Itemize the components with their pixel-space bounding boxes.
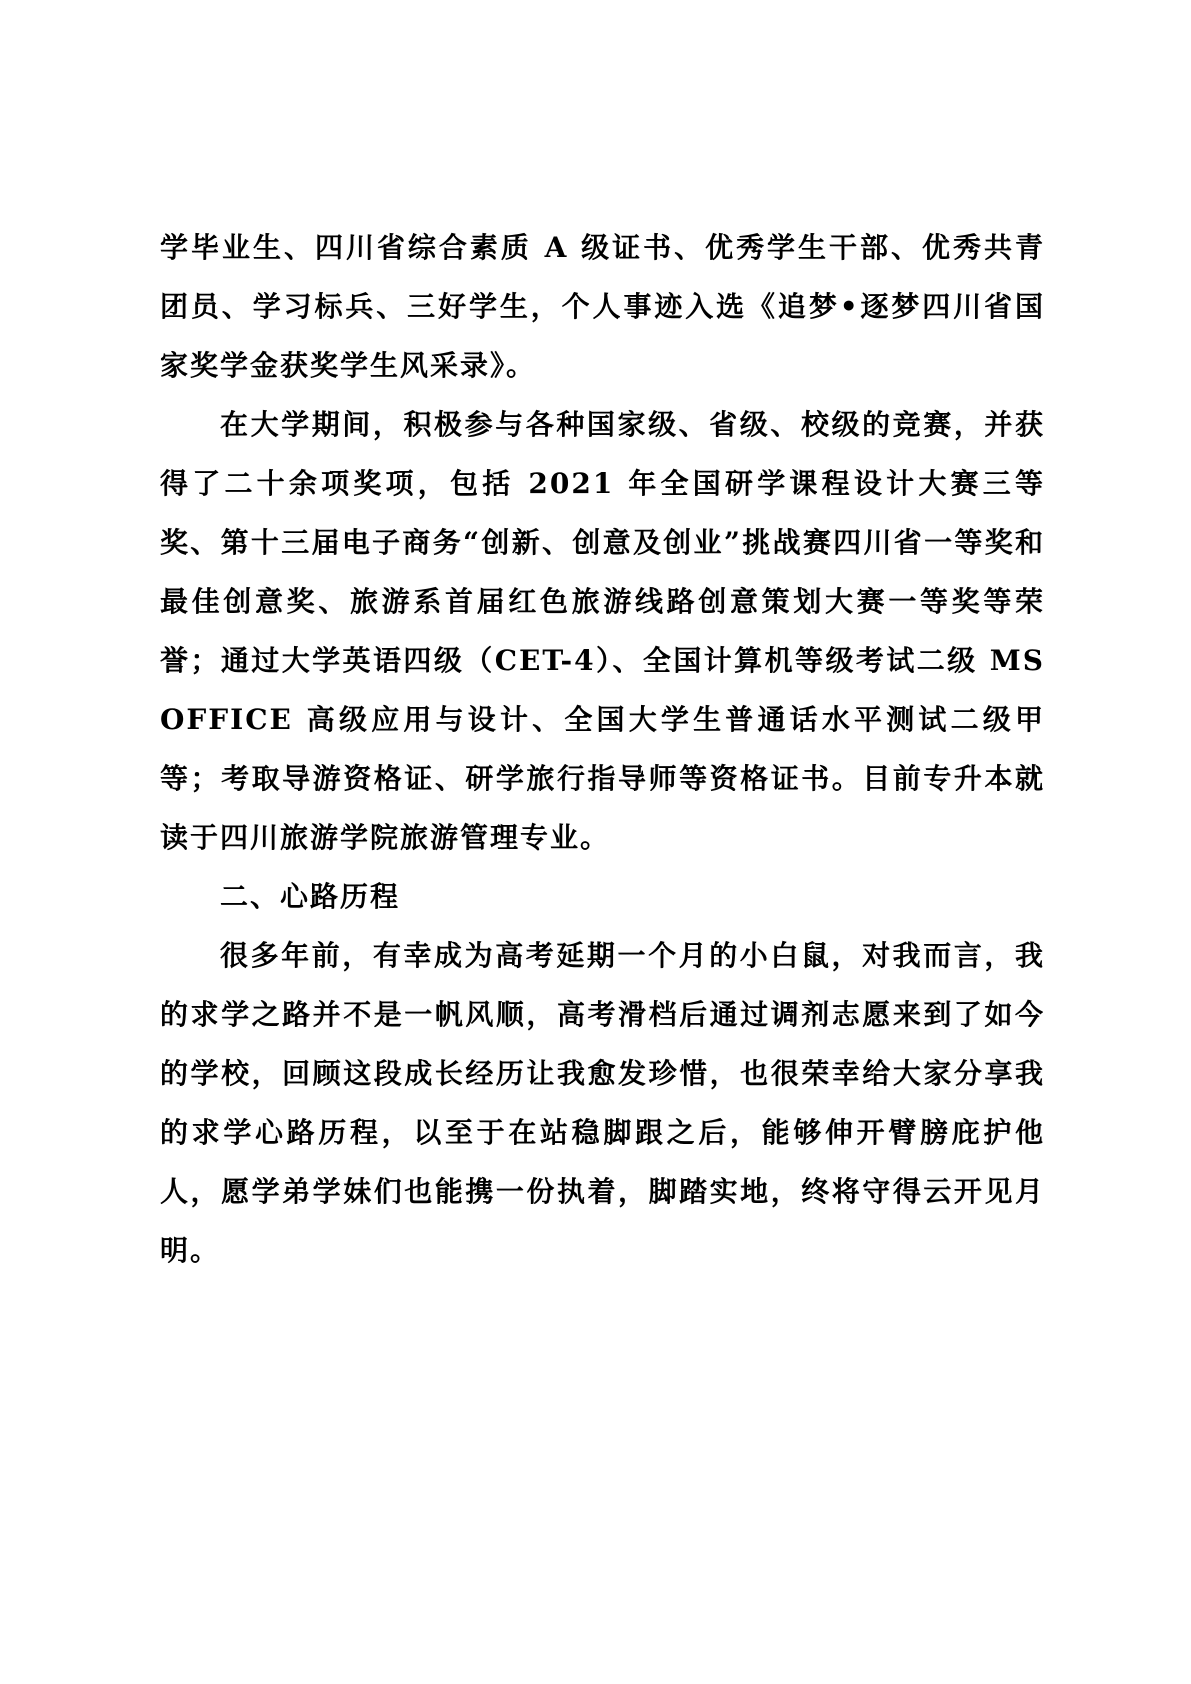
paragraph-honors-continued: 学毕业生、四川省综合素质 A 级证书、优秀学生干部、优秀共青团员、学习标兵、三好学生，个人事迹入选《追梦•逐梦四川省国家奖学金获奖学生风采录》。: [160, 231, 1045, 382]
section-heading: 二、心路历程: [220, 880, 401, 913]
paragraph-competitions: 在大学期间，积极参与各种国家级、省级、校级的竞赛，并获得了二十余项奖项，包括 2021 年全国研学课程设计大赛三等奖、第十三届电子商务“创新、创意及创业”挑战赛四川省一等奖和最佳创意奖、旅游系首届红色旅游线路创意策划大赛一等奖等荣誉；通过大学英语四级（CET-4）、全国计算机等级考试二级 MS OFFICE 高级应用与设计、全国大学生普通话水平测试二级甲等；考取导游资格证、研学旅行指导师等资格证书。目前专升本就读于四川旅游学院旅游管理专业。: [160, 408, 1045, 854]
paragraph-journey: 很多年前，有幸成为高考延期一个月的小白鼠，对我而言，我的求学之路并不是一帆风顺，高考滑档后通过调剂志愿来到了如今的学校，回顾这段成长经历让我愈发珍惜，也很荣幸给大家分享我的求学心路历程，以至于在站稳脚跟之后，能够伸开臂膀庇护他人，愿学弟学妹们也能携一份执着，脚踏实地，终将守得云开见月明。: [160, 939, 1045, 1267]
document-body: [160, 218, 1045, 1280]
